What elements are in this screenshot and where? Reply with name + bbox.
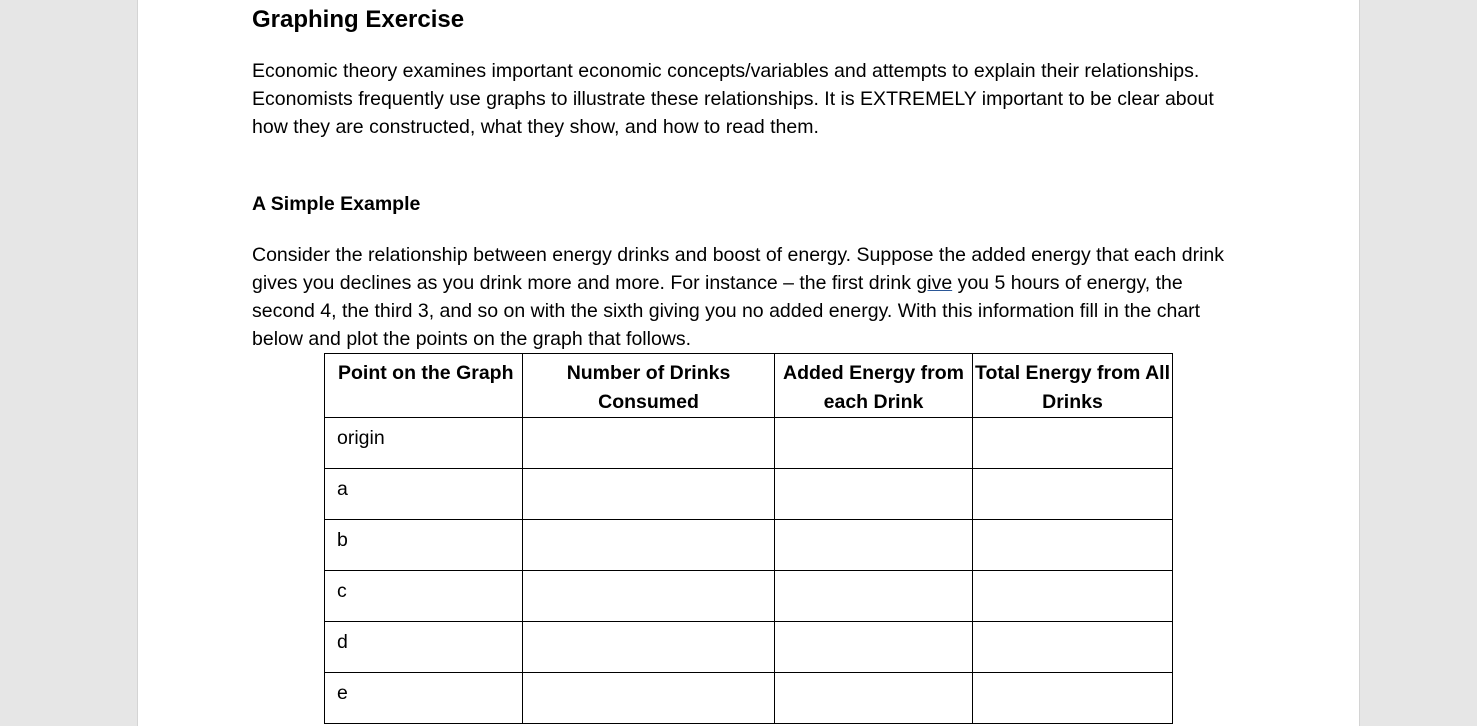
added-energy-cell[interactable] (775, 520, 973, 571)
total-energy-cell[interactable] (973, 571, 1173, 622)
drinks-cell[interactable] (523, 469, 775, 520)
drinks-cell[interactable] (523, 622, 775, 673)
table-header-row (325, 354, 1173, 418)
header-added-energy[interactable]: Added Energy from each Drink (775, 354, 973, 418)
section-heading: A Simple Example (252, 193, 421, 215)
header-number-of-drinks[interactable]: Number of Drinks Consumed (523, 354, 775, 418)
total-energy-cell[interactable] (973, 622, 1173, 673)
table-row (325, 571, 1173, 622)
table-row (325, 418, 1173, 469)
grammar-flagged-word[interactable]: give (916, 272, 953, 294)
table-row (325, 469, 1173, 520)
drinks-cell[interactable] (523, 571, 775, 622)
example-text-part2: you 5 hours of energy, the second 4, the third 3, and so on with the sixth giving you no added energy. With this information fill in the chart below and plot the points on the graph that follows. (252, 272, 1201, 350)
added-energy-cell[interactable] (775, 571, 973, 622)
total-energy-cell[interactable] (973, 520, 1173, 571)
intro-paragraph: Economic theory examines important economic concepts/variables and attempts to explain their relationships. Economists frequently use graphs to illustrate these relationships. It is EXTREMELY important to be clear about how they are constructed, what they show, and how to read them. (252, 60, 1214, 138)
point-cell[interactable]: origin (325, 418, 523, 469)
total-energy-cell[interactable] (973, 673, 1173, 724)
added-energy-cell[interactable] (775, 418, 973, 469)
point-cell[interactable]: e (325, 673, 523, 724)
point-cell[interactable]: a (325, 469, 523, 520)
drinks-cell[interactable] (523, 418, 775, 469)
document-page (137, 0, 1360, 726)
point-cell[interactable]: d (325, 622, 523, 673)
table-row (325, 673, 1173, 724)
header-total-energy[interactable]: Total Energy from All Drinks (973, 354, 1173, 418)
drinks-cell[interactable] (523, 673, 775, 724)
header-point-on-graph[interactable]: Point on the Graph (325, 354, 523, 418)
document-title: Graphing Exercise (252, 6, 465, 33)
example-text-part1: Consider the relationship between energy drinks and boost of energy. Suppose the added energy that each drink gives you declines as you drink more and more. For instance – the first drink (252, 244, 1225, 294)
total-energy-cell[interactable] (973, 469, 1173, 520)
added-energy-cell[interactable] (775, 673, 973, 724)
table-row (325, 622, 1173, 673)
example-paragraph (252, 241, 1242, 353)
added-energy-cell[interactable] (775, 622, 973, 673)
total-energy-cell[interactable] (973, 418, 1173, 469)
drinks-cell[interactable] (523, 520, 775, 571)
point-cell[interactable]: b (325, 520, 523, 571)
table-row (325, 520, 1173, 571)
energy-drinks-table (324, 353, 1173, 724)
added-energy-cell[interactable] (775, 469, 973, 520)
point-cell[interactable]: c (325, 571, 523, 622)
